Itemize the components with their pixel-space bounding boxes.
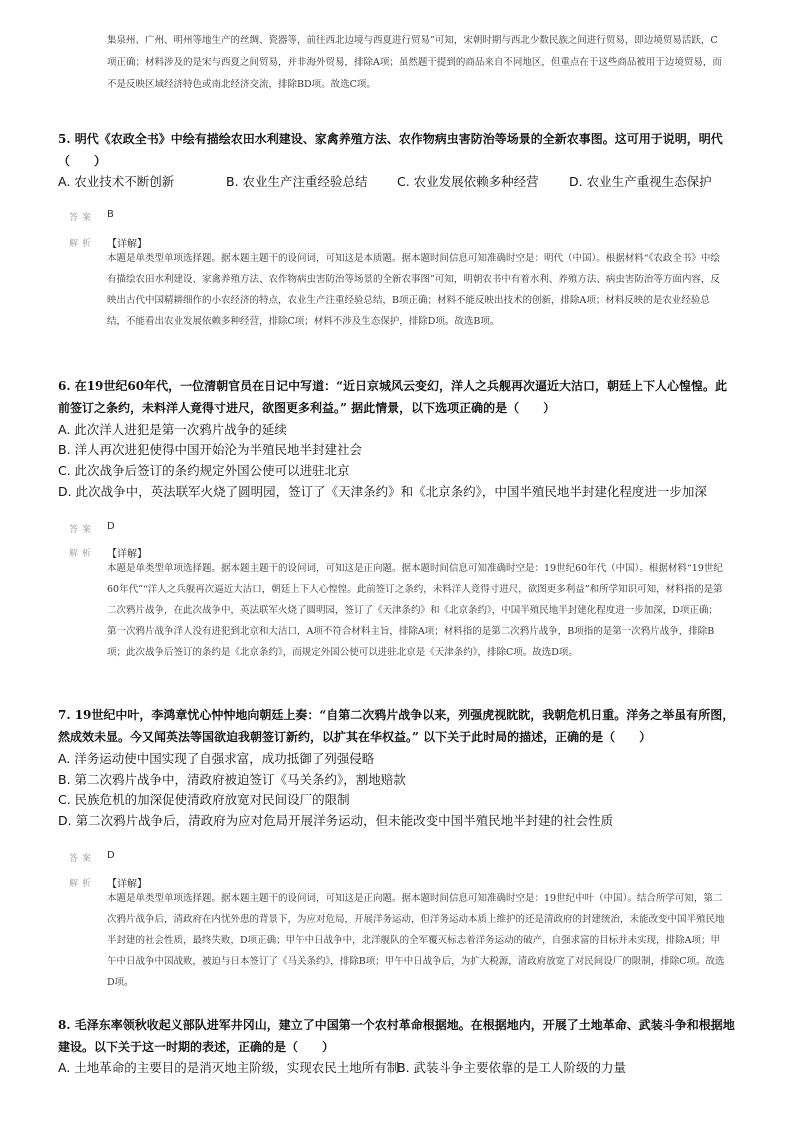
q5-option-a[interactable]: A. 农业技术不断创新 <box>58 174 175 189</box>
question-6-stem: 6. 在19世纪60年代，一位清朝官员在日记中写道：“近日京城风云变幻，洋人之兵舰再次逼近大沽口，朝廷上下人心惶惶。此前签订之条约，未料洋人竟得寸进尺，欲图更多利益。” 据此情景，以下选项正确的是（ ） <box>58 379 728 415</box>
q7-answer-value: D <box>107 850 115 861</box>
q6-option-a[interactable]: A. 此次洋人进犯是第一次鸦片战争的延续 <box>58 422 287 437</box>
q5-option-c[interactable]: C. 农业发展依赖多种经营 <box>397 174 539 189</box>
q5-explanation-body: 本题是单类型单项选择题。据本题主题干的设问词，可知这是本质题。据本题时间信息可知准确时空是：明代（中国）。根据材料“《农政全书》中绘有描绘农田水利建设、家禽养殖方法、农作物病虫害防治等场景的全新农事图”可知，明朝农书中有着水利、养殖方法、病虫害防治等方面内容，反映出古代中国精耕细作的小农经济的特点，农业生产注重经验总结，B项正确；材料不能反映出技术的创新，排除A项；材料反映的是农业经验总结，不能看出农业发展依赖多种经营，排除C项；材料不涉及生态保护，排除D项。故选B项。 <box>107 253 720 327</box>
q5-explanation-head: 【详解】 <box>107 239 147 250</box>
q7-option-c[interactable]: C. 民族危机的加深促使清政府放宽对民间设厂的限制 <box>58 792 350 807</box>
q7-option-d[interactable]: D. 第二次鸦片战争后，清政府为应对危局开展洋务运动，但未能改变中国半殖民地半封建的社会性质 <box>58 813 614 828</box>
q8-option-a[interactable]: A. 土地革命的主要目的是消灭地主阶级，实现农民土地所有制 <box>58 1060 400 1075</box>
q7-option-b[interactable]: B. 第二次鸦片战争中，清政府被迫签订《马关条约》，割地赔款 <box>58 772 406 787</box>
q6-option-c[interactable]: C. 此次战争后签订的条约规定外国公使可以进驻北京 <box>58 463 350 478</box>
q6-option-b[interactable]: B. 洋人再次进犯使得中国开始沦为半殖民地半封建社会 <box>58 442 363 457</box>
q6-explanation-label: 解析 <box>69 549 96 559</box>
q6-explanation-body: 本题是单类型单项选择题。据本题主题干的设问词，可知这是正向题。据本题时间信息可知准确时空是：19世纪60年代（中国）。根据材料“19世纪60年代”“洋人之兵舰再次逼近大沽口，朝廷上下人心惶惶。此前签订之条约，未料洋人竟得寸进尺，欲图更多利益”和所学知识可知，材料指的是第二次鸦片战争，在此次战争中，英法联军火烧了圆明园，签订了《天津条约》和《北京条约》，中国半殖民地半封建化程度进一步加深，D项正确；第一次鸦片战争洋人没有进犯到北京和大沽口，A项不符合材料主旨，排除A项；材料指的是第二次鸦片战争，B项指的是第一次鸦片战争，排除B项；此次战争后签订的条约是《北京条约》，而规定外国公使可以进驻北京是《天津条约》，排除C项。故选D项。 <box>107 563 723 658</box>
q6-answer-label: 答案 <box>69 525 96 535</box>
q7-explanation-label: 解析 <box>69 879 96 889</box>
question-7-stem: 7. 19世纪中叶，李鸿章忧心忡忡地向朝廷上奏：“自第二次鸦片战争以来，列强虎视眈眈，我朝危机日重。洋务之举虽有所图，然成效未显。今又闻英法等国欲迫我朝签订新约，以扩其在华权益。” 以下关于此时局的描述，正确的是（ ） <box>58 708 735 744</box>
prev-explanation-continuation: 集泉州、广州、明州等地生产的丝绸、瓷器等，前往西北边境与西夏进行贸易”可知，宋朝时期与西北少数民族之间进行贸易，即边境贸易活跃，C项正确；材料涉及的是宋与西夏之间贸易，并非海外贸易，排除A项；虽然题干提到的商品来自不同地区，但重点在于这些商品被用于边境贸易，而不是反映区域经济特色或南北经济交流，排除BD项。故选C项。 <box>107 35 722 90</box>
q7-explanation-body: 本题是单类型单项选择题。据本题主题干的设问词，可知这是正向题。据本题时间信息可知准确时空是：19世纪中叶（中国）。结合所学可知，第二次鸦片战争后，清政府在内忧外患的背景下，为应对危局，开展洋务运动，但洋务运动本质上维护的还是清政府的封建统治，未能改变中国半殖民地半封建的社会性质，最终失败，D项正确；甲午中日战争中，北洋舰队的全军覆灭标志着洋务运动的破产，自强求富的目标并未实现，排除A项；甲午中日战争中国战败，被迫与日本签订了《马关条约》，排除B项；甲午中日战争后，为扩大税源，清政府放宽了对民间设厂的限制，排除C项。故选D项。 <box>107 893 725 988</box>
q7-option-a[interactable]: A. 洋务运动使中国实现了自强求富，成功抵御了列强侵略 <box>58 751 375 766</box>
q6-answer-value: D <box>107 521 115 532</box>
q7-answer-label: 答案 <box>69 854 96 864</box>
q5-option-d[interactable]: D. 农业生产重视生态保护 <box>569 174 712 189</box>
question-5-stem: 5. 明代《农政全书》中绘有描绘农田水利建设、家禽养殖方法、农作物病虫害防治等场景的全新农事图。这可用于说明，明代（ ） <box>58 132 723 168</box>
q5-answer-value: B <box>107 209 114 220</box>
q7-explanation-head: 【详解】 <box>107 879 147 890</box>
q6-option-d[interactable]: D. 此次战争中，英法联军火烧了圆明园，签订了《天津条约》和《北京条约》，中国半殖民地半封建化程度进一步加深 <box>58 484 707 499</box>
q8-option-b[interactable]: B. 武装斗争主要依靠的是工人阶级的力量 <box>397 1060 627 1075</box>
question-8-stem: 8. 毛泽东率领秋收起义部队进军井冈山，建立了中国第一个农村革命根据地。在根据地内，开展了土地革命、武装斗争和根据地建设。以下关于这一时期的表述，正确的是（ ） <box>58 1018 735 1054</box>
q6-explanation-head: 【详解】 <box>107 549 147 560</box>
q5-explanation-label: 解析 <box>69 239 96 249</box>
q5-answer-label: 答案 <box>69 213 96 223</box>
q5-option-b[interactable]: B. 农业生产注重经验总结 <box>226 174 368 189</box>
